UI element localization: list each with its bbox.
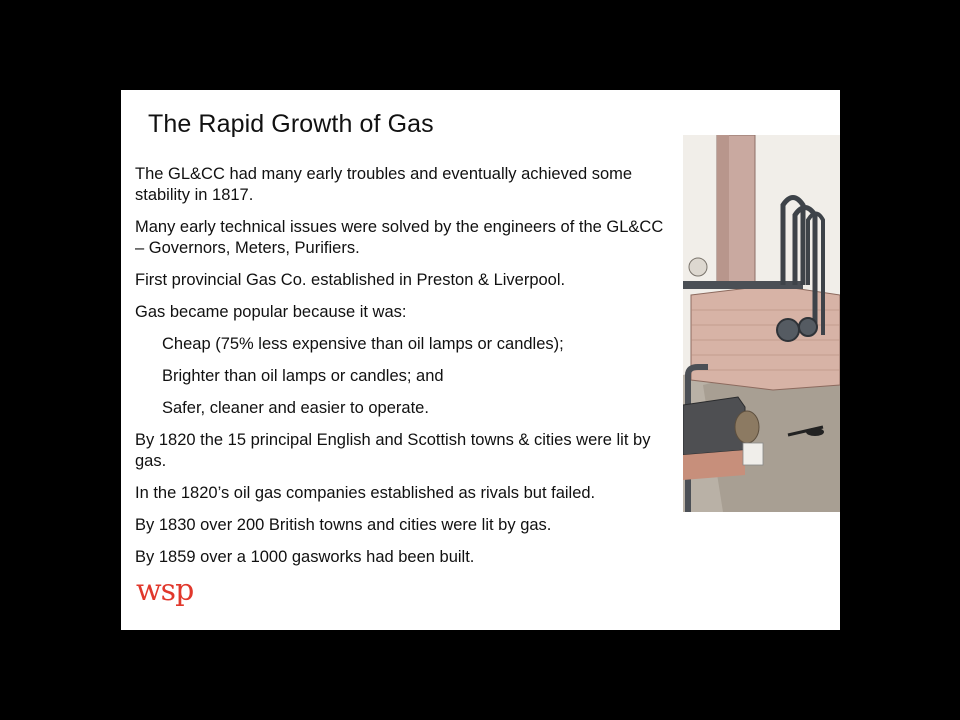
sub-bullet-item: Cheap (75% less expensive than oil lamps or candles); — [162, 335, 564, 353]
wsp-logo — [136, 573, 193, 608]
bullet-item: By 1830 over 200 British towns and cities were lit by gas. — [135, 516, 552, 534]
gasworks-drawing — [683, 135, 840, 512]
sub-bullet-item: Safer, cleaner and easier to operate. — [162, 399, 429, 417]
logo-text: wsp — [136, 573, 194, 608]
bullet-item: By 1859 over a 1000 gasworks had been built. — [135, 548, 475, 566]
slide — [121, 90, 840, 630]
bullet-item: By 1820 the 15 principal English and Scottish towns & cities were lit by gas. — [135, 431, 651, 470]
gasworks-illustration — [683, 135, 840, 512]
sub-bullet-item: Brighter than oil lamps or candles; and — [162, 367, 444, 385]
bullet-item: In the 1820’s oil gas companies established as rivals but failed. — [135, 484, 596, 502]
bullet-item: Gas became popular because it was: — [135, 303, 407, 321]
bullet-list — [135, 164, 675, 579]
bullet-item: The GL&CC had many early troubles and eventually achieved some stability in 1817. — [135, 165, 633, 204]
bullet-item: Many early technical issues were solved by the engineers of the GL&CC – Governors, Meters, Purifiers. — [135, 218, 664, 257]
bullet-item: First provincial Gas Co. established in Preston & Liverpool. — [135, 271, 566, 289]
slide-title: The Rapid Growth of Gas — [148, 110, 434, 138]
